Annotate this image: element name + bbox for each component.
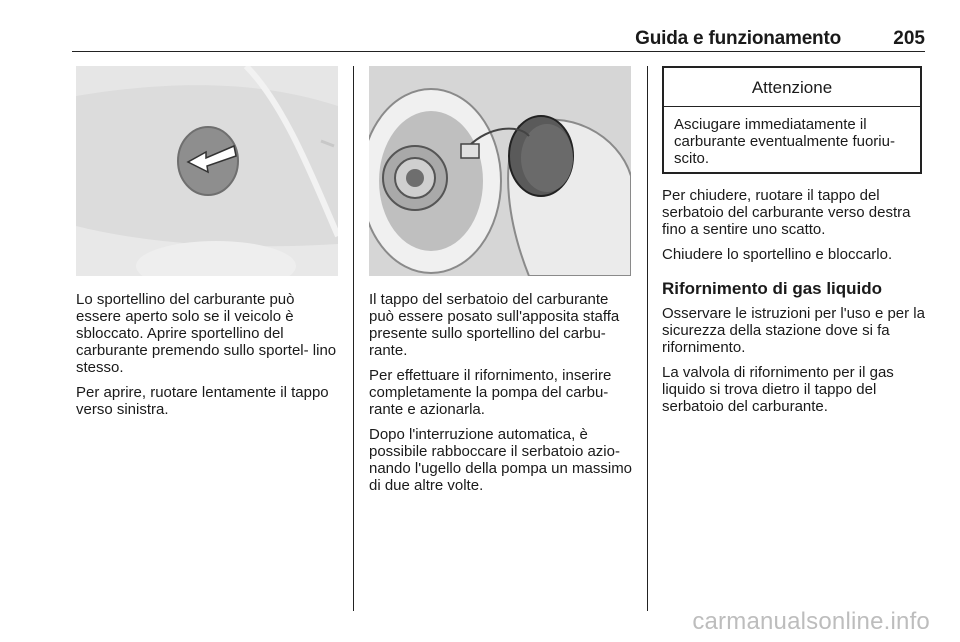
warning-body: Asciugare immediatamente il carburante eventualmente fuoriu- scito. — [674, 116, 895, 167]
paragraph: Dopo l'interruzione automatica, è possibile rabboccare il serbatoio azio- nando l'ugello della pompa un massimo di due altre volte. — [369, 426, 633, 494]
paragraph: La valvola di rifornimento per il gas liquido si trova dietro il tappo del serbatoio del carburante. — [662, 364, 894, 415]
column-divider-2 — [647, 66, 648, 611]
paragraph: Osservare le istruzioni per l'uso e per la sicurezza della stazione dove si fa rifornimento. — [662, 305, 925, 356]
page-header — [72, 20, 925, 50]
warning-title: Attenzione — [664, 68, 920, 107]
header-divider — [72, 51, 925, 52]
column-3-text — [662, 187, 928, 423]
fuel-flap-illustration — [76, 66, 338, 276]
column-1-text — [76, 291, 338, 426]
paragraph: Lo sportellino del carburante può essere aperto solo se il veicolo è sbloccato. Aprire sportellino del carburante premendo sullo sportel- lino stesso. — [76, 291, 337, 376]
paragraph: Il tappo del serbatoio del carburante può essere posato sull'apposita staffa presente sullo sportellino del carbu- rante. — [369, 291, 620, 359]
watermark: carmanualsonline.info — [692, 608, 930, 635]
section-title: Guida e funzionamento — [635, 28, 841, 49]
subheading: Rifornimento di gas liquido — [662, 279, 883, 298]
column-2-text — [369, 291, 633, 502]
fuel-cap-bracket-illustration — [369, 66, 631, 276]
page-number: 205 — [893, 28, 925, 49]
paragraph: Chiudere lo sportellino e bloccarlo. — [662, 246, 893, 263]
paragraph: Per aprire, ruotare lentamente il tappo verso sinistra. — [76, 384, 329, 418]
column-divider-1 — [353, 66, 354, 611]
warning-box — [662, 66, 922, 174]
paragraph: Per effettuare il rifornimento, inserire completamente la pompa del carbu- rante e azionarla. — [369, 367, 612, 418]
paragraph: Per chiudere, ruotare il tappo del serbatoio del carburante verso destra fino a sentire uno scatto. — [662, 187, 911, 238]
